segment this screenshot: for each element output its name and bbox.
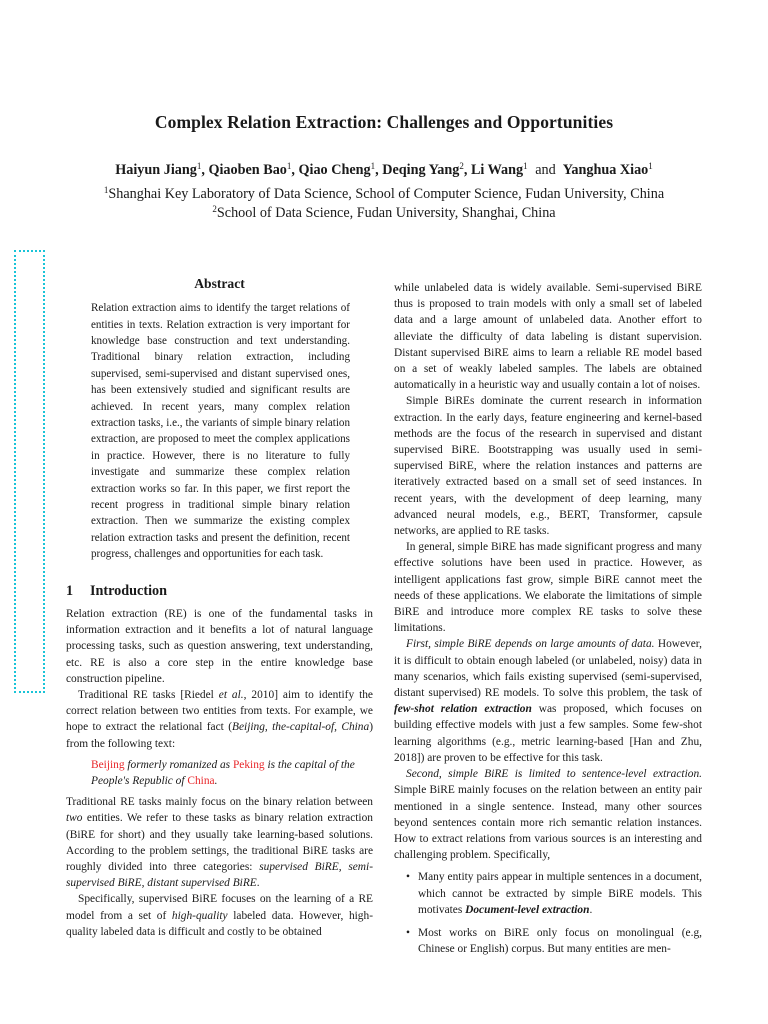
abstract-text: Relation extraction aims to identify the target relations of entities in texts. Relation extraction is very important for knowledge base construction and text understanding. Traditional binary relation extraction, including supervised, semi-supervised and distant supervised ones, has been extensively studied and significant results are achieved. In recent years, many complex relation extraction tasks, i.e., the variants of simple binary relation extraction, are proposed to meet the complex applications in practice. However, there is no literature to fully investigate and summarize these complex relation extraction works so far. In this paper, we first report the recent progress in traditional simple binary relation extraction. Then we summarize the existing complex relation extraction tasks and present the definition, recent progress, challenges and opportunities for each task. (91, 302, 350, 561)
affiliation-mark: 2 (459, 161, 464, 171)
and-word: and (535, 162, 556, 178)
list-item: • Most works on BiRE only focus on monolingual (e.g, Chinese or English) corpus. But many entities are men- (394, 925, 702, 957)
left-column (66, 276, 373, 940)
affiliation-mark: 1 (523, 161, 528, 171)
author-name: Deqing Yang (382, 162, 460, 178)
paragraph: while unlabeled data is widely available. Semi-supervised BiRE thus is proposed to train models with only a small set of labeled data and a large amount of unlabeled data. Another effort to alleviate the difficulty of data labeling is distant supervision. Distant supervised BiRE aims to learn a reliable RE model based on a set of weakly labeled samples. The labels are obtained automatically in a heuristic way and usually contain a lot of noises. (394, 282, 702, 392)
paragraph: Traditional RE tasks [Riedel et al., 2010] aim to identify the correct relation between two entities from texts. For example, we hope to extract the relational fact (Beijing, the-capital-of, China) from the following text: (66, 688, 373, 750)
paragraph: Specifically, supervised BiRE focuses on the learning of a RE model from a set of high-quality labeled data. However, high-quality labeled data is difficult and costly to be obtained (66, 893, 373, 938)
paragraph: Relation extraction (RE) is one of the fundamental tasks in information extraction and it benefits a lot of natural language processing tasks, such as question answering, text understanding, etc. RE is also a core step in the entire knowledge base construction pipeline. (66, 607, 373, 685)
example-quote: Beijing formerly romanized as Peking is the capital of the People's Republic of China. (91, 758, 355, 787)
affiliation-line (0, 205, 768, 222)
paragraph: Traditional RE tasks mainly focus on the binary relation between two entities. We refer to these tasks as binary relation extraction (BiRE for short) and they usually take learning-based solutions. According to the problem settings, the traditional BiRE tasks are roughly divided into three categories: supervised BiRE, semi-supervised BiRE, distant supervised BiRE. (66, 796, 373, 890)
author-name: Yanghua Xiao (562, 162, 649, 178)
affiliation-text: Shanghai Key Laboratory of Data Science, School of Computer Science, Fudan University, China (108, 186, 665, 202)
entity-highlight: China (187, 774, 215, 787)
paragraph: Simple BiREs dominate the current research in information extraction. In the early days, feature engineering and kernel-based methods are the focus of the research in supervised and distant supervised BiRE. Bootstrapping was usually used in semi-supervised BiRE, where the relation instances and patterns are iteratively extracted based on a small set of seed instances. In recent years, with the development of deep learning, many advanced neural models, e.g., BERT, Transformer, capsule networks, are applied to RE tasks. (394, 395, 702, 538)
section-title: Introduction (90, 582, 167, 599)
author-name: Qiaoben Bao (208, 162, 287, 178)
margin-selection-box (14, 250, 45, 693)
affiliation-text: School of Data Science, Fudan University, Shanghai, China (216, 205, 556, 221)
affiliation-line (0, 186, 768, 203)
entity-highlight: Beijing (91, 758, 125, 771)
affiliation-mark: 1 (103, 185, 109, 195)
affiliation-mark: 2 (212, 204, 217, 214)
affiliation-mark: 1 (370, 161, 376, 171)
paragraph: Second, simple BiRE is limited to sentence-level extraction. Simple BiRE mainly focuses on the relation between an entity pair mentioned in a single sentence. Instead, many other sources beyond sentences contain more rich semantic relation instances. How to extract relations from various sources is an interesting and challenging problem. Specifically, (394, 768, 702, 862)
section-heading (66, 583, 373, 599)
right-column (394, 280, 702, 964)
author-name: Li Wang (470, 162, 524, 178)
abstract-heading: Abstract (194, 276, 245, 291)
author-name: Haiyun Jiang (115, 162, 197, 178)
section-number: 1 (66, 582, 74, 599)
bullet-list (394, 869, 702, 957)
author-list: Haiyun Jiang$^1$, Qiaoben Bao$^1$, Qiao Cheng$^1$, Deqing Yang$^2$, Li Wang$^1$ and Yanghua Xiao$^1$ (115, 161, 653, 178)
paper-title: Complex Relation Extraction: Challenges and Opportunities (154, 112, 614, 132)
entity-highlight: Peking (232, 758, 265, 771)
paragraph: In general, simple BiRE has made significant progress and many effective solutions have been used in practice. However, as intelligent applications fast grow, simple BiRE cannot meet the needs of these applications. We elaborate the limitations of simple BiRE and introduce more complex RE tasks to solve these limitations. (394, 541, 702, 635)
affiliation-mark: 1 (196, 161, 202, 171)
affiliation-mark: 1 (286, 161, 292, 171)
author-name: Qiao Cheng (298, 162, 371, 178)
list-item: • Many entity pairs appear in multiple sentences in a document, which cannot be extracted by simple BiRE models. This motivates Document-level extraction. (394, 869, 702, 918)
paragraph: First, simple BiRE depends on large amounts of data. However, it is difficult to obtain enough labeled (or unlabeled, noisy) data in many scenarios, which fails existing supervised (semi-supervised, distant supervised) RE models. To solve this problem, the task of few-shot relation extraction was proposed, which focuses on building effective models with just a few samples. Some few-shot learning algorithms (e.g., metric learning-based [Han and Zhu, 2018]) are proven to be effective for this task. (394, 638, 702, 764)
affiliation-mark: 1 (648, 161, 653, 171)
